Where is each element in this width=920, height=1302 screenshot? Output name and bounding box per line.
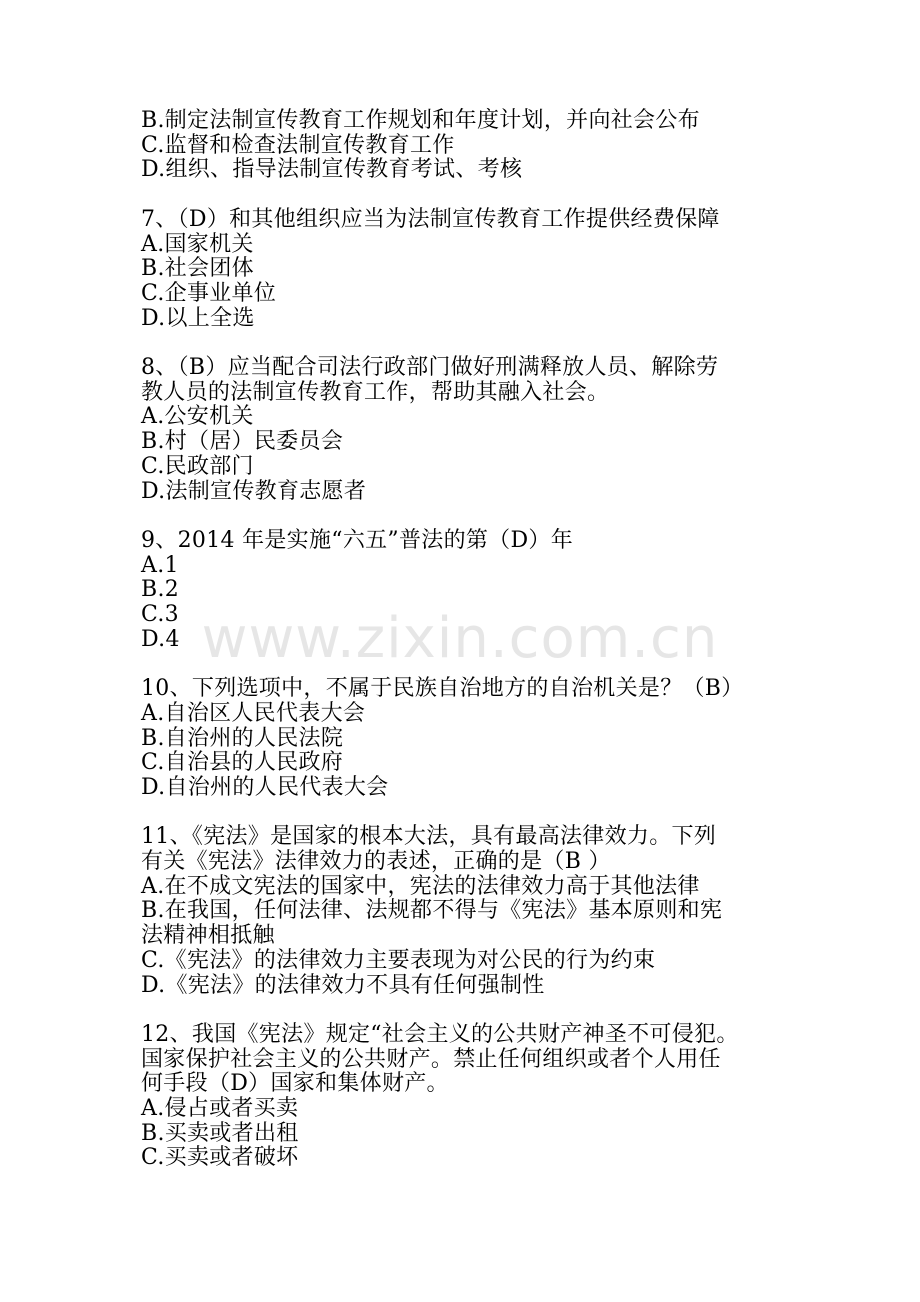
question-12 <box>141 1023 791 1171</box>
option-b: B.在我国，任何法律、法规都不得与《宪法》基本原则和宪 <box>141 898 723 924</box>
option-d: D.以上全选 <box>141 305 255 331</box>
option-b: B.2 <box>141 577 180 603</box>
option-c: C.民政部门 <box>141 453 254 479</box>
watermark-text: www.zixin.com.cn <box>201 606 719 671</box>
option-c: C.买卖或者破坏 <box>141 1145 299 1171</box>
question-text: 7、（D）和其他组织应当为法制宣传教育工作提供经费保障 <box>141 206 720 232</box>
text-line: C.监督和检查法制宣传教育工作 <box>141 132 455 158</box>
text-line: B.制定法制宣传教育工作规划和年度计划，并向社会公布 <box>141 108 700 133</box>
question-11 <box>141 825 791 998</box>
question-text: 9、2014 年是实施“六五”普法的第（D）年 <box>141 527 574 553</box>
option-c: C.《宪法》的法律效力主要表现为对公民的行为约束 <box>141 947 656 973</box>
option-b: B.买卖或者出租 <box>141 1120 299 1146</box>
option-a: A.公安机关 <box>141 404 254 430</box>
question-10 <box>141 677 791 801</box>
option-a: A.国家机关 <box>141 231 254 257</box>
question-text: 国家保护社会主义的公共财产。禁止任何组织或者个人用任 <box>141 1046 721 1072</box>
question-8 <box>141 356 791 504</box>
option-c: C.3 <box>141 602 179 628</box>
question-text: 教人员的法制宣传教育工作，帮助其融入社会。 <box>141 379 610 405</box>
question-text: 何手段（D）国家和集体财产。 <box>141 1071 449 1097</box>
question-text: 11、《宪法》是国家的根本大法，具有最高法律效力。下列 <box>141 824 717 850</box>
option-d: D.《宪法》的法律效力不具有任何强制性 <box>141 972 545 998</box>
document-body <box>141 109 791 1196</box>
option-b: B.村（居）民委员会 <box>141 429 344 455</box>
option-a: A.侵占或者买卖 <box>141 1096 299 1122</box>
option-d: D.自治州的人民代表大会 <box>141 774 389 800</box>
question-6-options <box>141 109 791 183</box>
option-a: A.1 <box>141 552 179 578</box>
option-b: B.自治州的人民法院 <box>141 725 344 751</box>
option-a: A.在不成文宪法的国家中，宪法的法律效力高于其他法律 <box>141 873 700 899</box>
option-d: D.4 <box>141 626 180 652</box>
option-b-continued: 法精神相抵触 <box>141 923 275 949</box>
question-text: 8、（B）应当配合司法行政部门做好刑满释放人员、解除劳 <box>141 355 719 380</box>
option-a: A.自治区人民代表大会 <box>141 700 366 726</box>
question-9 <box>141 529 791 653</box>
option-d: D.法制宣传教育志愿者 <box>141 478 367 504</box>
question-7 <box>141 208 791 332</box>
question-text: 10、下列选项中，不属于民族自治地方的自治机关是？（B） <box>141 676 744 702</box>
option-b: B.社会团体 <box>141 256 254 282</box>
question-text: 12、我国《宪法》规定“社会主义的公共财产神圣不可侵犯。 <box>141 1021 739 1047</box>
question-text: 有关《宪法》法律效力的表述，正确的是（B ） <box>141 849 611 875</box>
text-line: D.组织、指导法制宣传教育考试、考核 <box>141 157 523 183</box>
option-c: C.企事业单位 <box>141 280 277 306</box>
option-c: C.自治县的人民政府 <box>141 750 344 776</box>
